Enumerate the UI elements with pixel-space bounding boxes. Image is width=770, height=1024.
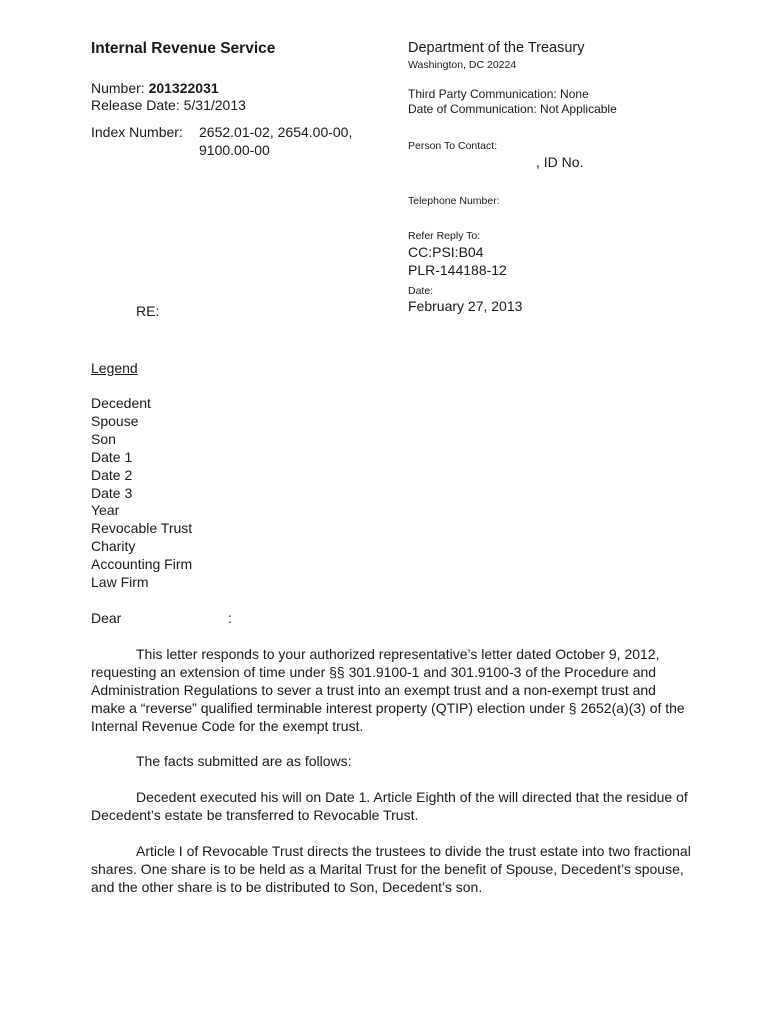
- legend-item: Date 1: [91, 448, 133, 465]
- date-value: February 27, 2013: [408, 298, 523, 314]
- letter-number: [91, 80, 219, 96]
- re-label: RE:: [136, 303, 160, 319]
- date-label: Date:: [408, 285, 434, 297]
- legend-item: Law Firm: [91, 574, 149, 591]
- id-number-label: , ID No.: [536, 154, 584, 170]
- number-label: Number:: [91, 80, 145, 96]
- body-paragraph-1: This letter responds to your authorized representative’s letter dated October 9, 2012, requesting an extension of time under §§ 301.9100-1 and 301.9100-3 of the Procedure and Administration Regulations to sever a trust into an exempt trust and a non-exempt trust and make a “reverse” qualified terminable interest property (QTIP) election under § 2652(a)(3) of the Internal Revenue Code for the exempt trust.: [91, 646, 685, 734]
- salutation-dear: Dear: [91, 610, 122, 626]
- third-party-communication: Third Party Communication: None: [408, 87, 589, 101]
- legend-item: Date 2: [91, 466, 133, 483]
- index-number-line1: 2652.01-02, 2654.00-00,: [199, 124, 353, 140]
- department-name: Department of the Treasury: [408, 40, 585, 56]
- refer-code-1: CC:PSI:B04: [408, 244, 484, 260]
- legend-item: Date 3: [91, 484, 133, 501]
- number-value: 201322031: [148, 80, 219, 96]
- legend-item: Year: [91, 502, 120, 519]
- index-number-line2: 9100.00-00: [199, 142, 270, 158]
- body-paragraph-3: Decedent executed his will on Date 1. Article Eighth of the will directed that the residue of Decedent’s estate be transferred to Revocable Trust.: [91, 789, 688, 823]
- body-paragraph-4: Article I of Revocable Trust directs the trustees to divide the trust estate into two fractional shares. One share is to be held as a Marital Trust for the benefit of Spouse, Decedent’s spouse, and the other share is to be distributed to Son, Decedent’s son.: [91, 843, 691, 895]
- release-date: Release Date: 5/31/2013: [91, 97, 246, 113]
- index-number-label: Index Number:: [91, 124, 183, 140]
- body-paragraph-2: The facts submitted are as follows:: [136, 753, 352, 769]
- refer-code-2: PLR-144188-12: [408, 262, 507, 278]
- legend-item: Accounting Firm: [91, 556, 193, 573]
- person-to-contact-label: Person To Contact:: [408, 140, 498, 152]
- refer-reply-label: Refer Reply To:: [408, 230, 481, 242]
- department-location: Washington, DC 20224: [408, 59, 517, 71]
- legend-item: Revocable Trust: [91, 520, 193, 537]
- legend-item: Son: [91, 430, 116, 447]
- legend-item: Decedent: [91, 395, 151, 411]
- legend-title: Legend: [91, 360, 138, 376]
- agency-name: Internal Revenue Service: [91, 40, 276, 57]
- salutation-colon: :: [228, 610, 232, 626]
- legend-item: Spouse: [91, 412, 139, 429]
- date-of-communication: Date of Communication: Not Applicable: [408, 102, 617, 116]
- legend-item: Charity: [91, 538, 136, 555]
- legend-list: [91, 395, 192, 592]
- telephone-label: Telephone Number:: [408, 195, 500, 207]
